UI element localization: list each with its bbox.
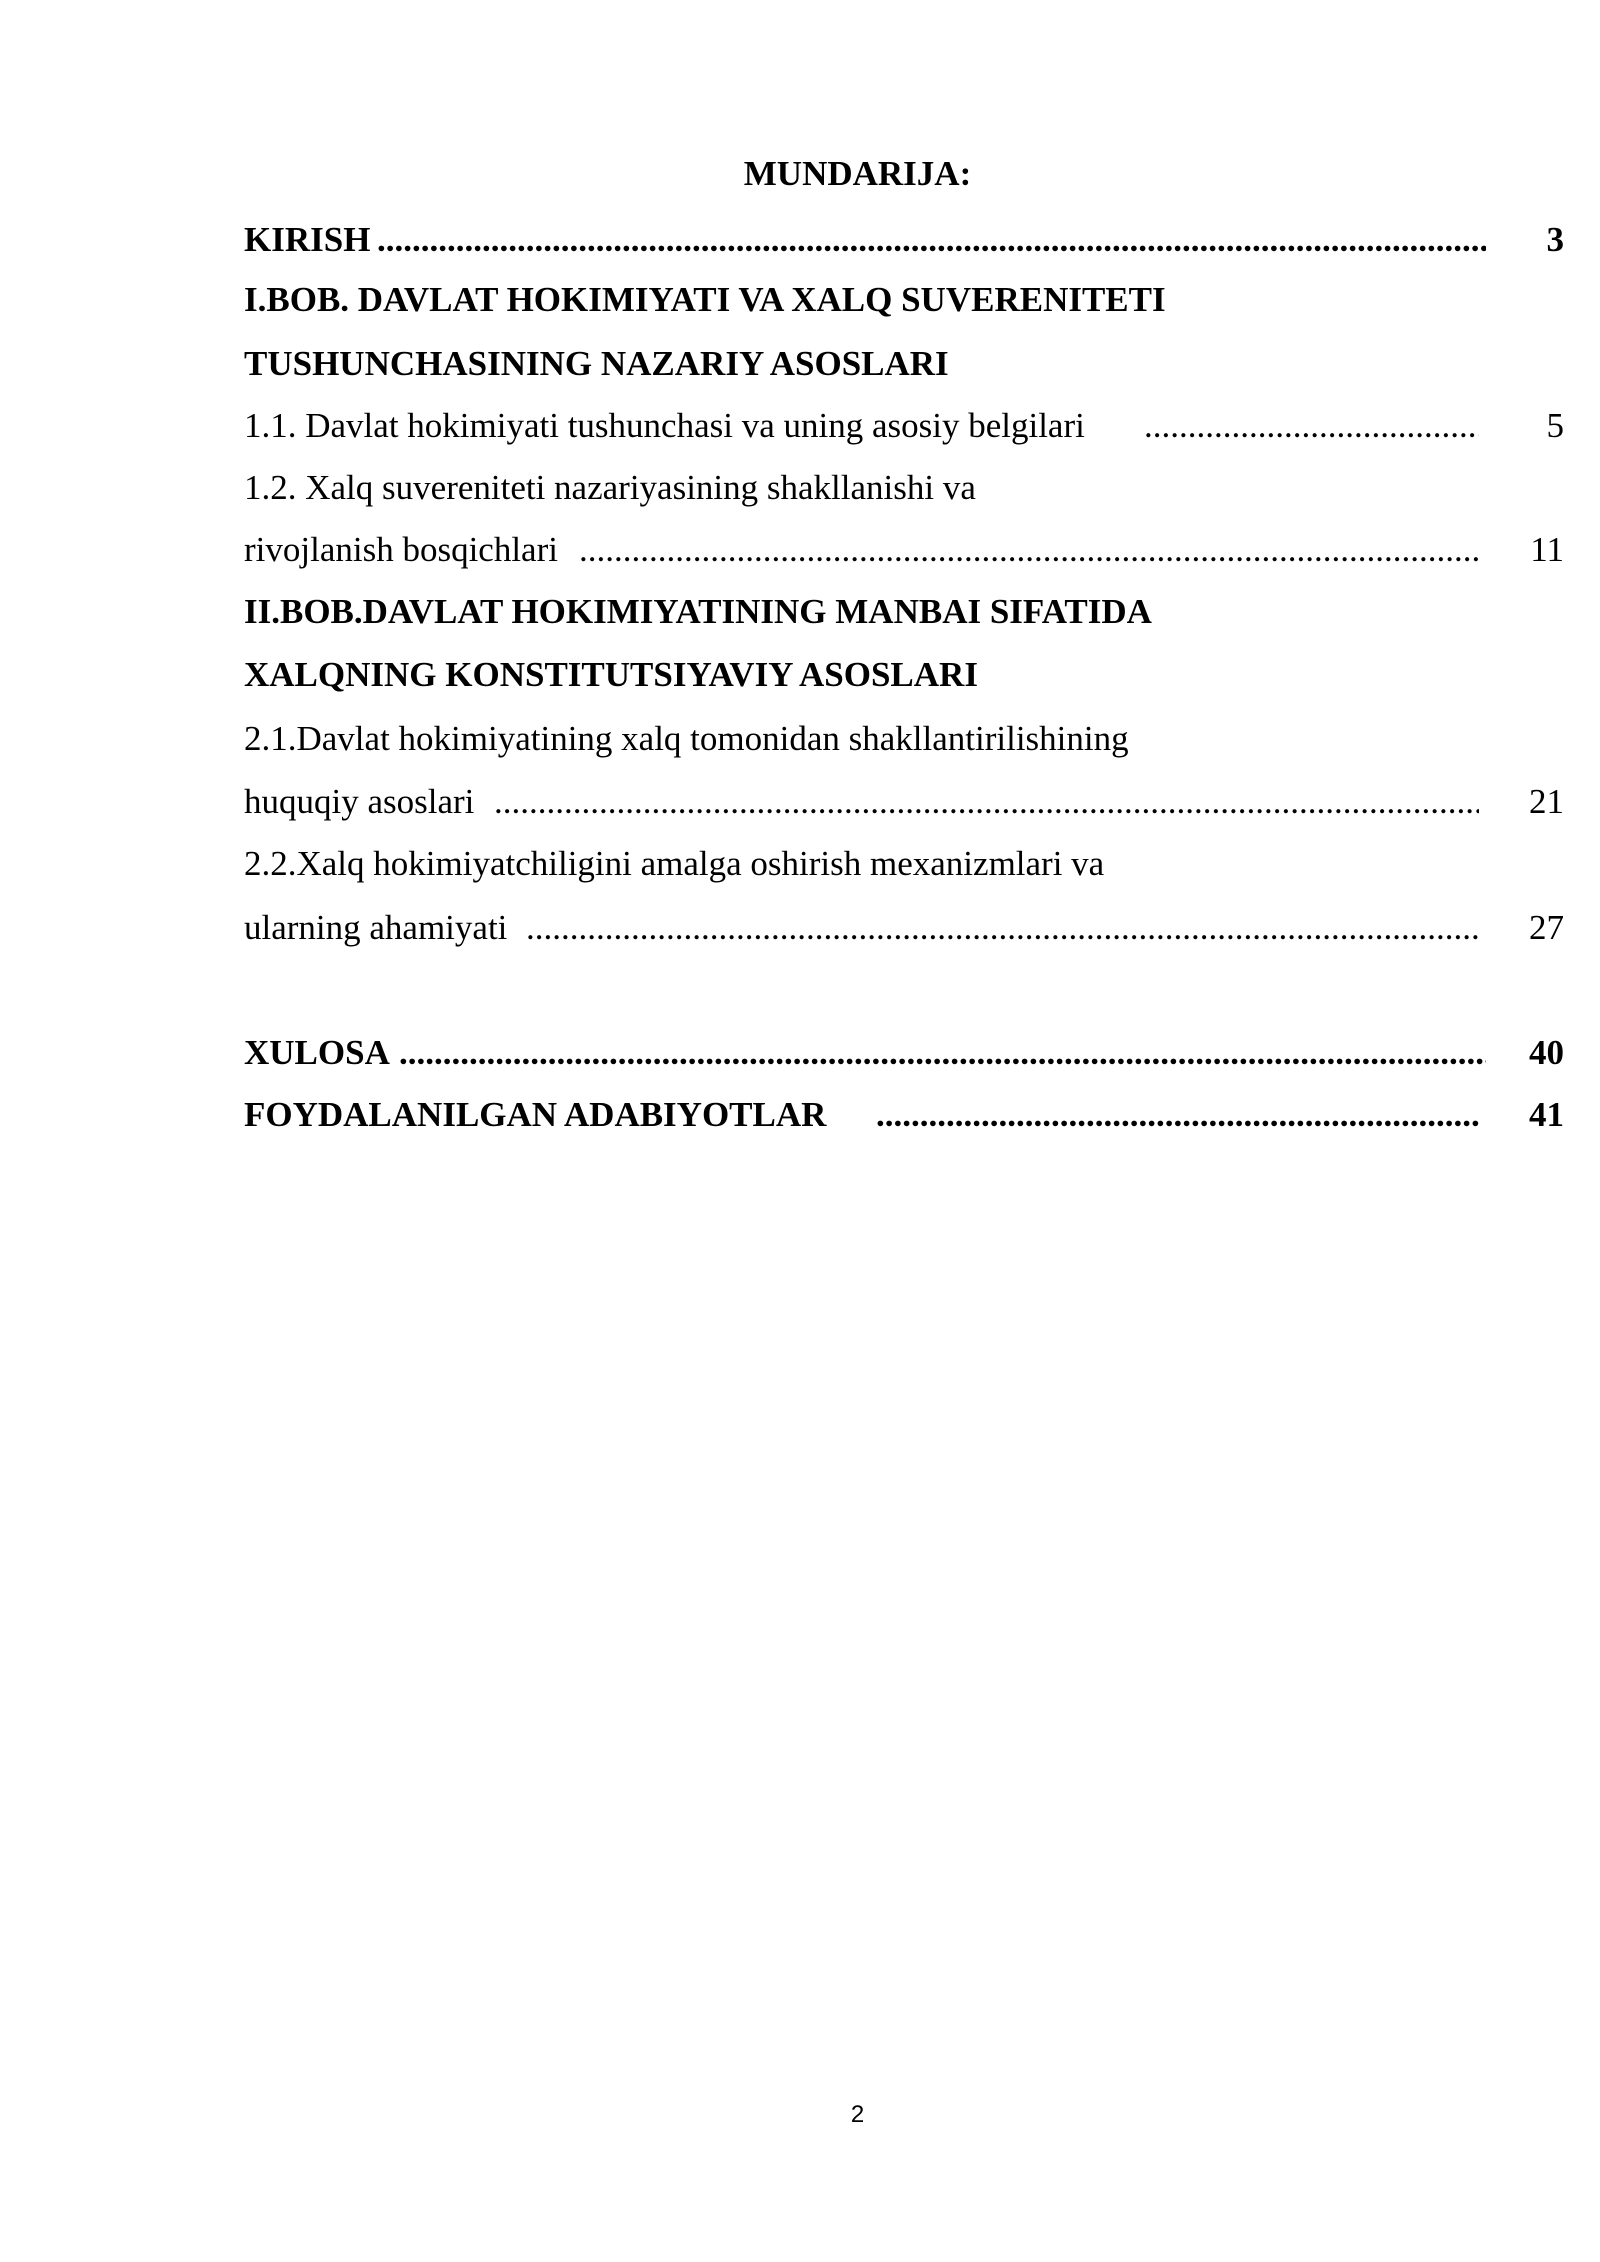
- toc-entry-label: KIRISH: [244, 220, 371, 259]
- toc-page-number: 21: [1529, 782, 1564, 821]
- dot-leader: [377, 218, 1486, 262]
- toc-chapter-label: TUSHUNCHASINING NAZARIY ASOSLARI: [244, 344, 949, 383]
- toc-page-number: 27: [1529, 908, 1564, 947]
- toc-entry-label: 1.1. Davlat hokimiyati tushunchasi va uning asosiy belgilari: [244, 406, 1085, 445]
- toc-entry-label: FOYDALANILGAN ADABIYOTLAR: [244, 1095, 827, 1134]
- toc-entry-label: rivojlanish bosqichlari: [244, 530, 558, 569]
- toc-entry-adabiyotlar[interactable]: [244, 1093, 1564, 1137]
- toc-entry-2-1-line-2[interactable]: [244, 780, 1564, 824]
- toc-page-number: 41: [1529, 1095, 1564, 1134]
- toc-page-number: 11: [1530, 530, 1564, 569]
- toc-chapter-2-line-1[interactable]: [244, 590, 1564, 634]
- toc-chapter-2-line-2[interactable]: [244, 653, 1564, 697]
- toc-title: [0, 152, 1600, 196]
- dot-leader: [876, 1093, 1479, 1137]
- toc-page-number: 40: [1529, 1033, 1564, 1072]
- toc-entry-1-2-line-1[interactable]: [244, 466, 1564, 510]
- toc-page-number: 3: [1546, 220, 1564, 259]
- toc-entry-1-2-line-2[interactable]: [244, 528, 1564, 572]
- toc-chapter-label: XALQNING KONSTITUTSIYAVIY ASOSLARI: [244, 655, 978, 694]
- dot-leader: [526, 906, 1479, 950]
- toc-entry-label: XULOSA: [244, 1033, 390, 1072]
- toc-title-text: MUNDARIJA:: [743, 154, 972, 193]
- toc-entry-label: huquqiy asoslari: [244, 782, 475, 821]
- toc-entry-kirish[interactable]: [244, 218, 1564, 262]
- toc-entry-label: 1.2. Xalq suvereniteti nazariyasining shakllanishi va: [244, 468, 976, 507]
- toc-chapter-label: I.BOB. DAVLAT HOKIMIYATI VA XALQ SUVERENITETI: [244, 280, 1166, 319]
- toc-entry-label: 2.1.Davlat hokimiyatining xalq tomonidan shakllantirilishining: [244, 719, 1129, 758]
- toc-entry-1-1[interactable]: [244, 404, 1564, 448]
- toc-chapter-1-line-1[interactable]: [244, 278, 1564, 322]
- dot-leader: [1144, 404, 1479, 448]
- dot-leader: [579, 528, 1479, 572]
- toc-entry-2-2-line-2[interactable]: [244, 906, 1564, 950]
- toc-chapter-1-line-2[interactable]: [244, 342, 1564, 386]
- toc-entry-2-2-line-1[interactable]: [244, 842, 1564, 886]
- toc-entry-label: 2.2.Xalq hokimiyatchiligini amalga oshirish mexanizmlari va: [244, 844, 1105, 883]
- toc-entry-label: ularning ahamiyati: [244, 908, 508, 947]
- toc-chapter-label: II.BOB.DAVLAT HOKIMIYATINING MANBAI SIFATIDA: [244, 592, 1152, 631]
- toc-entry-2-1-line-1[interactable]: [244, 717, 1564, 761]
- dot-leader: [494, 780, 1479, 824]
- page-footer-number: 2: [850, 2101, 865, 2128]
- toc-page-number: 5: [1546, 406, 1564, 445]
- toc-entry-xulosa[interactable]: [244, 1031, 1564, 1075]
- dot-leader: [399, 1031, 1486, 1075]
